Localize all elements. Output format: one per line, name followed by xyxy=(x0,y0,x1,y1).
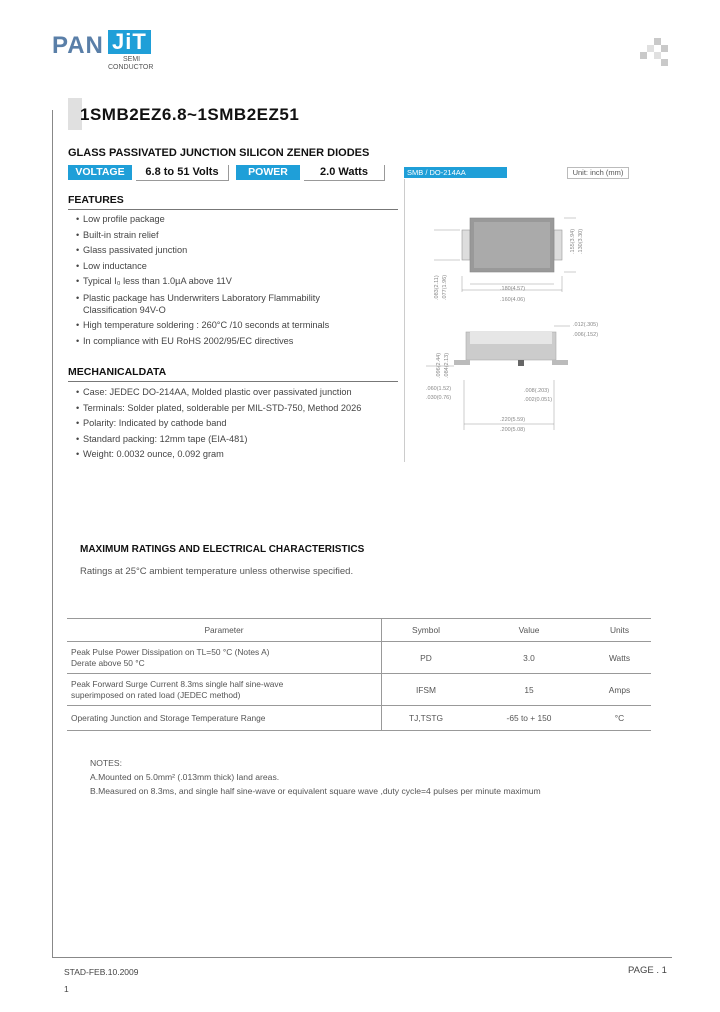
row-value: -65 to + 150 xyxy=(470,706,588,731)
page-title: 1SMB2EZ6.8~1SMB2EZ51 xyxy=(80,105,300,124)
logo-conductor-text: CONDUCTOR xyxy=(108,64,154,71)
list-item: • Low profile package xyxy=(76,212,376,228)
header-value: Value xyxy=(470,619,588,642)
list-item: • High temperature soldering : 260°C /10 seconds at terminals xyxy=(76,318,376,334)
frame-bottom-border xyxy=(52,957,672,958)
product-subtitle: GLASS PASSIVATED JUNCTION SILICON ZENER DIODES xyxy=(68,147,370,159)
voltage-tag: VOLTAGE xyxy=(68,165,132,180)
list-item: • Standard packing: 12mm tape (EIA-481) xyxy=(76,432,376,448)
header-symbol: Symbol xyxy=(382,619,471,642)
list-item: • Polarity: Indicated by cathode band xyxy=(76,416,376,432)
header-units: Units xyxy=(588,619,651,642)
dimension-label: .096(2.44) xyxy=(436,352,442,378)
voltage-value: 6.8 to 51 Volts xyxy=(136,165,229,181)
list-item: • Typical I₀ less than 1.0µA above 11V xyxy=(76,274,376,290)
frame-left-border xyxy=(52,110,53,958)
footer-date: STAD-FEB.10.2009 xyxy=(64,967,139,977)
features-list xyxy=(76,212,376,349)
dimension-label: .002(0.051) xyxy=(524,397,553,403)
list-item: • Terminals: Solder plated, solderable per MIL-STD-750, Method 2026 xyxy=(76,401,376,417)
row-param: Peak Pulse Power Dissipation on TL=50 °C (Notes A) xyxy=(71,646,270,657)
list-item: • Glass passivated junction xyxy=(76,243,376,259)
table-header-row xyxy=(67,619,651,642)
table-row xyxy=(67,706,651,731)
header-parameter: Parameter xyxy=(67,619,382,642)
list-item: • Case: JEDEC DO-214AA, Molded plastic over passivated junction xyxy=(76,385,376,401)
notes-block xyxy=(90,756,541,798)
row-param: Peak Forward Surge Current 8.3ms single half sine-wave xyxy=(71,678,284,689)
row-symbol: TJ,TSTG xyxy=(382,706,471,731)
table-row xyxy=(67,674,651,706)
package-outline-drawing xyxy=(404,180,628,463)
mechanical-list xyxy=(76,385,376,463)
ratings-table xyxy=(67,618,651,731)
logo-pan-text: PAN xyxy=(52,32,104,59)
row-value: 3.0 xyxy=(470,642,588,674)
dimension-label: .083(2.11) xyxy=(434,275,440,300)
row-units: Amps xyxy=(588,674,651,706)
dimension-label: .155(3.94) xyxy=(570,228,576,254)
package-unit: Unit: inch (mm) xyxy=(567,167,629,179)
power-tag: POWER xyxy=(236,165,300,180)
dimension-label: .012(.305) xyxy=(573,322,599,328)
list-item: • Built-in strain relief xyxy=(76,228,376,244)
row-value: 15 xyxy=(470,674,588,706)
features-heading: FEATURES xyxy=(68,194,398,210)
dimension-label: .084(2.13) xyxy=(444,352,450,378)
dimension-label: .008(.203) xyxy=(524,388,550,394)
footer-page-num: 1 xyxy=(64,984,69,994)
row-symbol: IFSM xyxy=(382,674,471,706)
dimension-label: .160(4.06) xyxy=(500,297,526,303)
dimension-label: .200(5.08) xyxy=(500,427,526,433)
dimension-label: .130(3.30) xyxy=(578,228,584,254)
dimension-label: .030(0.76) xyxy=(426,395,452,401)
logo-jit-text: JiT xyxy=(108,30,151,54)
row-symbol: PD xyxy=(382,642,471,674)
ratings-note: Ratings at 25°C ambient temperature unless otherwise specified. xyxy=(80,566,354,577)
row-param: Operating Junction and Storage Temperature Range xyxy=(71,712,266,723)
notes-heading: NOTES: xyxy=(90,758,122,768)
dimension-label: .220(5.59) xyxy=(500,417,526,423)
power-value: 2.0 Watts xyxy=(304,165,385,181)
package-label: SMB / DO-214AA xyxy=(404,167,507,178)
row-units: Watts xyxy=(588,642,651,674)
footer-page-label: PAGE . 1 xyxy=(628,965,667,976)
list-item: • Weight: 0.0032 ounce, 0.092 gram xyxy=(76,447,376,463)
note-b: B.Measured on 8.3ms, and single half sine-wave or equivalent square wave ,duty cycle=4 pulses per minute maximum xyxy=(90,786,541,796)
note-a: A.Mounted on 5.0mm² (.013mm thick) land areas. xyxy=(90,772,280,782)
logo-semi-text: SEMI xyxy=(123,56,141,63)
dimension-label: .006(.152) xyxy=(573,332,599,338)
ratings-heading: MAXIMUM RATINGS AND ELECTRICAL CHARACTERISTICS xyxy=(80,544,365,555)
mechanical-heading: MECHANICALDATA xyxy=(68,366,398,382)
dimension-label: .077(1.96) xyxy=(442,274,448,300)
row-units: °C xyxy=(588,706,651,731)
dimension-label: .060(1.52) xyxy=(426,386,452,392)
dimension-label: .180(4.57) xyxy=(500,286,526,292)
row-param-sub: Derate above 50 °C xyxy=(71,657,145,668)
row-param-sub: superimposed on rated load (JEDEC method) xyxy=(71,689,241,700)
table-row xyxy=(67,642,651,674)
list-item: • Plastic package has Underwriters Laboratory Flammability Classification 94V-O xyxy=(76,290,376,318)
decorative-dots-icon xyxy=(640,38,668,66)
list-item: • In compliance with EU RoHS 2002/95/EC directives xyxy=(76,334,376,350)
list-item: • Low inductance xyxy=(76,259,376,275)
